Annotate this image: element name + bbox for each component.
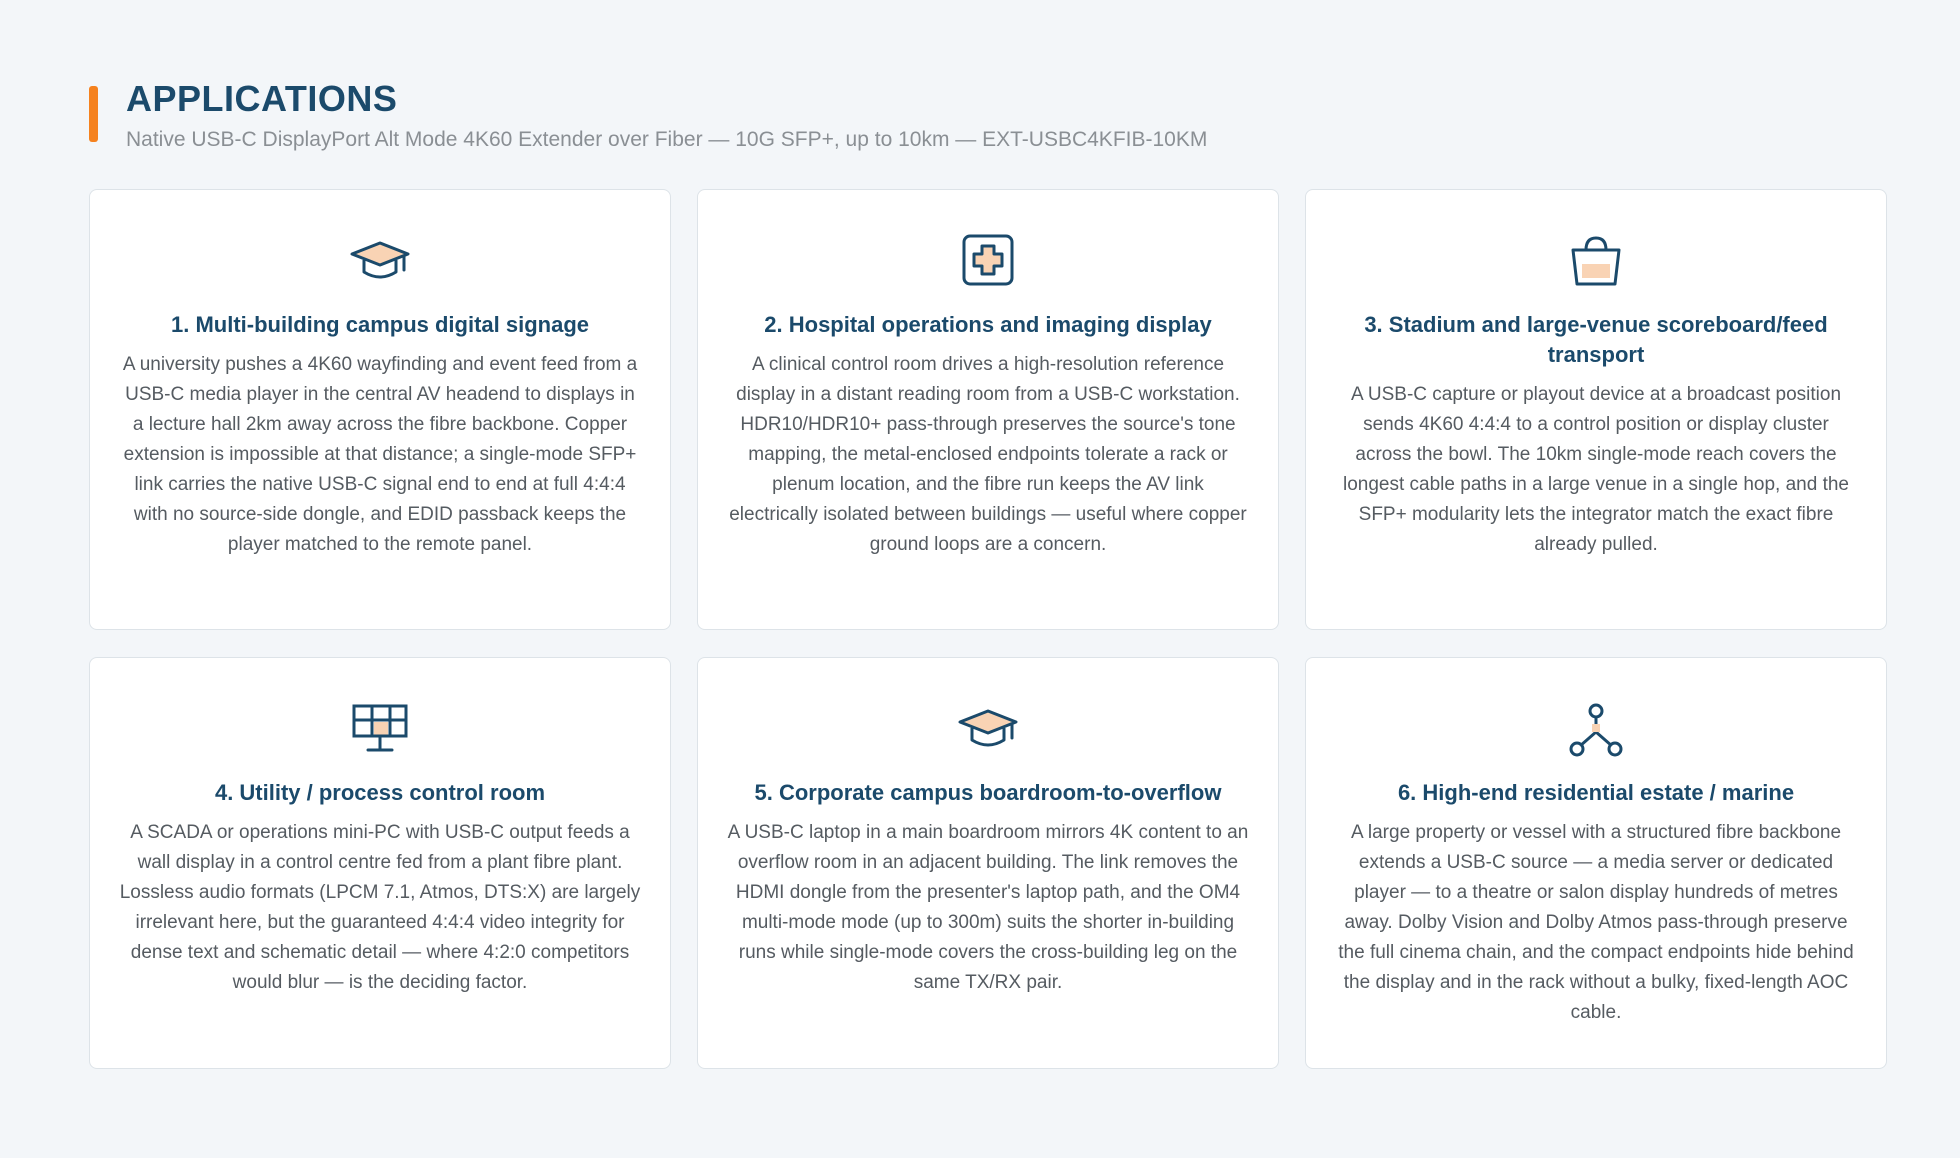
accent-bar (89, 86, 98, 142)
card-title: 5. Corporate campus boardroom-to-overflow (754, 780, 1222, 805)
applications-grid (89, 189, 1887, 1069)
page-title: APPLICATIONS (126, 78, 398, 119)
medical-cross-icon (956, 234, 1020, 290)
card-description: A clinical control room drives a high-resolution reference display in a distant reading room from a USB-C workstation. HDR10/HDR10+ pass-through preserves the source's tone mapping, the metal-enclosed endpoints tolerate a rack or plenum location, and the fibre run keeps the AV link electrically isolated between buildings — useful where copper ground loops are a concern. (729, 354, 1247, 555)
card-title: 2. Hospital operations and imaging display (764, 312, 1212, 337)
card-description: A SCADA or operations mini-PC with USB-C output feeds a wall display in a control centre fed from a plant fibre plant. Lossless audio formats (LPCM 7.1, Atmos, DTS:X) are largely irrelevant here, but the guaranteed 4:4:4 video integrity for dense text and schematic detail — where 4:2:0 competitors would blur — is the deciding factor. (119, 822, 641, 993)
card-title: 1. Multi-building campus digital signage (170, 312, 590, 337)
video-wall-icon (348, 702, 412, 758)
graduation-cap-icon (956, 702, 1020, 758)
shopping-bag-icon (1564, 234, 1628, 290)
card-title: 3. Stadium and large-venue scoreboard/feed transport (1364, 312, 1828, 367)
application-card-1 (89, 189, 671, 630)
application-card-4 (89, 657, 671, 1069)
application-card-2 (697, 189, 1279, 630)
network-hub-icon (1564, 702, 1628, 758)
card-description: A large property or vessel with a structured fibre backbone extends a USB-C source — a media server or dedicated player — to a theatre or salon display hundreds of metres away. Dolby Vision and Dolby Atmos pass-through preserve the full cinema chain, and the compact endpoints hide behind the display and in the rack without a bulky, fixed-length AOC cable. (1338, 822, 1854, 1023)
page-subtitle: Native USB-C DisplayPort Alt Mode 4K60 Extender over Fiber — 10G SFP+, up to 10km — EXT-USBC4KFIB-10KM (126, 128, 1208, 151)
application-card-6 (1305, 657, 1887, 1069)
application-card-3 (1305, 189, 1887, 630)
card-description: A USB-C laptop in a main boardroom mirrors 4K content to an overflow room in an adjacent building. The link removes the HDMI dongle from the presenter's laptop path, and the OM4 multi-mode mode (up to 300m) suits the shorter in-building runs while single-mode covers the cross-building leg on the same TX/RX pair. (727, 822, 1249, 993)
card-description: A university pushes a 4K60 wayfinding and event feed from a USB-C media player in the central AV headend to displays in a lecture hall 2km away across the fibre backbone. Copper extension is impossible at that distance; a single-mode SFP+ link carries the native USB-C signal end to end at full 4:4:4 with no source-side dongle, and EDID passback keeps the player matched to the remote panel. (122, 354, 638, 555)
card-title: 4. Utility / process control room (214, 780, 546, 805)
application-card-5 (697, 657, 1279, 1069)
graduation-cap-icon (348, 234, 412, 290)
card-description: A USB-C capture or playout device at a broadcast position sends 4K60 4:4:4 to a control position or display cluster across the bowl. The 10km single-mode reach covers the longest cable paths in a large venue in a single hop, and the SFP+ modularity lets the integrator match the exact fibre already pulled. (1343, 384, 1849, 555)
card-title: 6. High-end residential estate / marine (1397, 780, 1795, 805)
page-header (89, 76, 1871, 156)
